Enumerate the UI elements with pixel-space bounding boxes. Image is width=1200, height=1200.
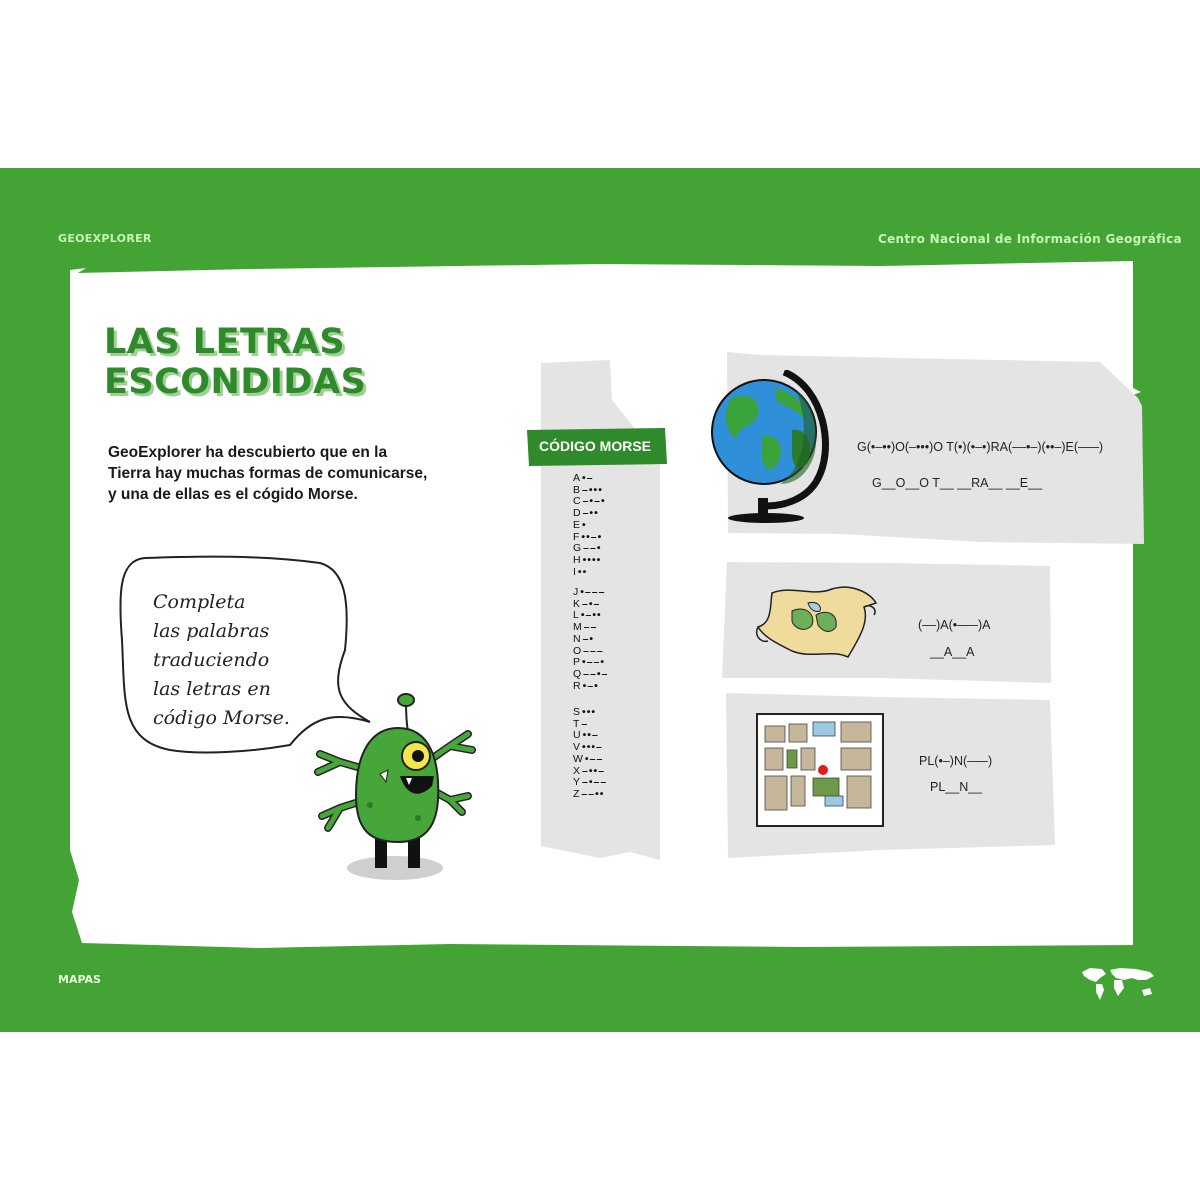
morse-letter: N [573, 632, 581, 645]
morse-code: ••– [582, 729, 599, 742]
morse-group-1 [573, 473, 606, 578]
city-plan-icon [755, 712, 885, 828]
morse-group-2 [573, 587, 608, 692]
morse-letter: U [573, 729, 581, 742]
morse-code-label: CÓDIGO MORSE [539, 438, 652, 454]
morse-code: •– [582, 472, 594, 484]
morse-letter: B [573, 483, 581, 496]
morse-letter: Z [573, 787, 580, 800]
puzzle-2-blanks[interactable]: __A__A [930, 645, 975, 659]
puzzle-3-encoded: PL(•–)N(–––) [919, 754, 993, 768]
morse-code: – [581, 717, 589, 730]
morse-letter: G [573, 542, 582, 555]
morse-letter: H [573, 553, 581, 566]
bubble-line-1: Completa [153, 591, 246, 613]
morse-code: ––•• [581, 787, 605, 800]
morse-code: •––– [580, 586, 606, 598]
morse-code: ––– [583, 644, 604, 657]
bubble-line-5: código Morse. [153, 707, 290, 729]
bubble-text [153, 588, 290, 733]
morse-letter: E [573, 518, 581, 531]
map-scroll-icon [752, 583, 882, 663]
morse-row-h [573, 555, 606, 567]
morse-code: –••• [582, 483, 603, 496]
morse-letter: L [573, 609, 579, 622]
morse-row-r [573, 681, 608, 693]
brand-label: GEOEXPLORER [58, 232, 152, 245]
morse-letter: K [573, 597, 581, 610]
morse-code: ––•– [583, 667, 609, 680]
morse-letter: C [573, 495, 581, 508]
morse-code: •–– [584, 752, 604, 765]
puzzle-3-blanks[interactable]: PL__N__ [930, 780, 983, 794]
intro-line-2: Tierra hay muchas formas de comunicarse, [108, 465, 428, 482]
section-label: MAPAS [58, 973, 101, 986]
morse-letter: O [573, 644, 582, 657]
morse-code: ––• [583, 542, 602, 555]
morse-code: –••– [582, 764, 606, 777]
morse-code: •–•• [580, 609, 602, 622]
morse-code-tag [527, 428, 667, 466]
morse-letter: Q [573, 667, 582, 680]
morse-code: •–• [582, 679, 599, 692]
morse-code: • [582, 518, 587, 531]
bubble-line-4: las letras en [153, 678, 271, 700]
morse-letter: M [573, 621, 582, 634]
morse-code: •••– [582, 741, 603, 754]
morse-letter: J [573, 586, 579, 598]
morse-code: •• [577, 565, 588, 578]
bubble-line-3: traduciendo [153, 649, 270, 671]
morse-row-i [573, 567, 606, 579]
monster-icon [300, 690, 490, 890]
morse-code: –• [582, 632, 595, 645]
morse-code: –– [583, 621, 598, 634]
morse-letter: P [573, 656, 581, 669]
morse-code: •––• [582, 656, 606, 669]
morse-letter: R [573, 679, 581, 692]
title-line-1: LAS LETRAS [104, 322, 346, 362]
institution-label: Centro Nacional de Información Geográfica [878, 232, 1182, 246]
morse-letter: X [573, 764, 581, 777]
morse-letter: W [573, 752, 583, 765]
morse-code: –•–– [582, 776, 608, 789]
morse-letter: T [573, 717, 580, 730]
morse-code: ••• [582, 706, 597, 718]
morse-letter: V [573, 741, 581, 754]
morse-group-3 [573, 707, 607, 801]
puzzle-1-blanks[interactable]: G__O__O T__ __RA__ __E__ [872, 476, 1043, 490]
morse-code: •••• [582, 553, 602, 566]
morse-code: –•–• [582, 495, 606, 508]
morse-code: ••–• [581, 530, 603, 543]
morse-letter: F [573, 530, 580, 543]
morse-letter: D [573, 507, 581, 520]
morse-code: –•• [582, 507, 599, 520]
puzzle-1-encoded: G(•–••)O(–•••)O T(•)(•–•)RA(––•–)(••–)E(–––) [857, 440, 1104, 454]
intro-line-1: GeoExplorer ha descubierto que en la [108, 444, 388, 461]
world-map-icon [1080, 966, 1156, 1002]
morse-letter: Y [573, 776, 581, 789]
morse-code: –•– [582, 597, 601, 610]
title-line-2: ESCONDIDAS [104, 362, 367, 402]
morse-letter: S [573, 706, 581, 718]
morse-row-z [573, 789, 607, 801]
intro-line-3: y una de ellas es el cógido Morse. [108, 486, 358, 503]
globe-icon [706, 370, 846, 530]
puzzle-2-encoded: (––)A(•–––)A [918, 618, 991, 632]
bubble-line-2: las palabras [153, 620, 270, 642]
morse-letter: A [573, 472, 581, 484]
morse-letter: I [573, 565, 576, 578]
